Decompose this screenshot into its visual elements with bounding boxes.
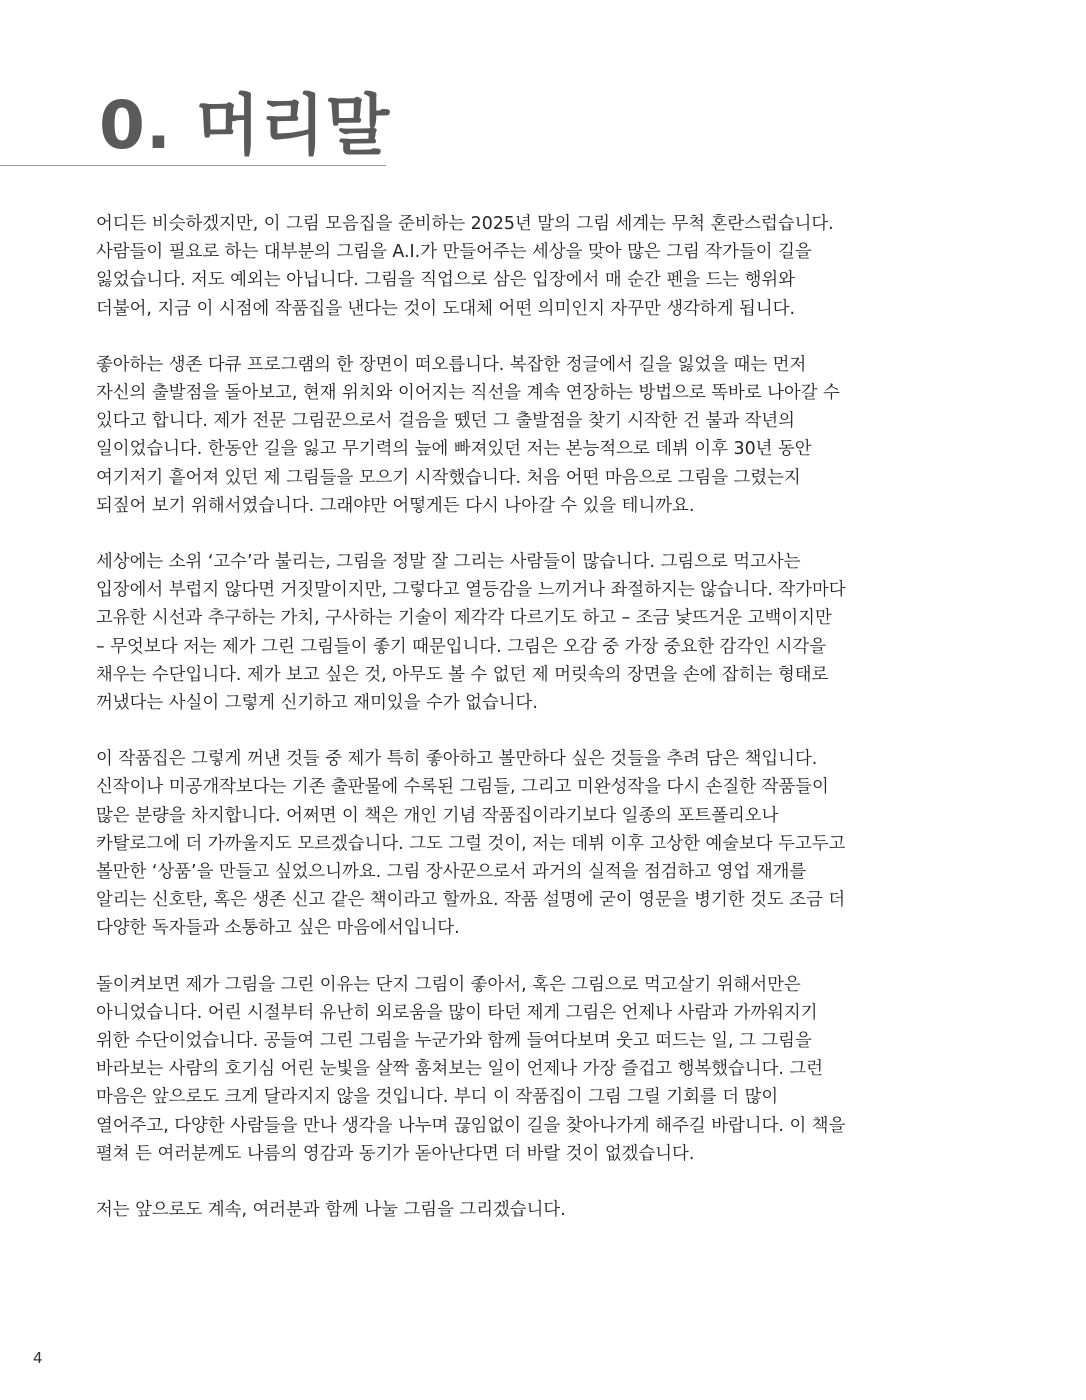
text-line: 펼쳐 든 여러분께도 나름의 영감과 동기가 돋아난다면 더 바랄 것이 없겠습니다.: [96, 1143, 695, 1164]
text-line: 되짚어 보기 위해서였습니다. 그래야만 어떻게든 다시 나아갈 수 있을 테니까요.: [96, 495, 695, 516]
paragraph-5: [96, 971, 896, 1168]
text-line: 카탈로그에 더 가까울지도 모르겠습니다. 그도 그럴 것이, 저는 데뷔 이후 고상한 예술보다 두고두고: [96, 833, 846, 854]
text-line: 아니었습니다. 어린 시절부터 유난히 외로움을 많이 타던 제게 그림은 언제나 사람과 가까워지기: [96, 1002, 818, 1023]
paragraph-2: [96, 351, 896, 520]
text-line: 꺼냈다는 사실이 그렇게 신기하고 재미있을 수가 없습니다.: [96, 693, 538, 714]
text-line: 열어주고, 다양한 사람들을 만나 생각을 나누며 끊임없이 길을 찾아나가게 해주길 바랍니다. 이 책을: [96, 1115, 846, 1136]
paragraph-1: [96, 210, 896, 323]
text-line: 어디든 비슷하겠지만, 이 그림 모음집을 준비하는 2025년 말의 그림 세계는 무척 혼란스럽습니다.: [96, 214, 834, 234]
text-line: 바라보는 사람의 호기심 어린 눈빛을 살짝 훔쳐보는 일이 언제나 가장 즐겁고 행복했습니다. 그런: [96, 1059, 824, 1080]
text-line: 더불어, 지금 이 시점에 작품집을 낸다는 것이 도대체 어떤 의미인지 자꾸만 생각하게 됩니다.: [96, 298, 795, 319]
text-line: 마음은 앞으로도 크게 달라지지 않을 것입니다. 부디 이 작품집이 그림 그릴 기회를 더 많이: [96, 1087, 779, 1108]
paragraph-3: [96, 548, 896, 717]
text-line: 좋아하는 생존 다큐 프로그램의 한 장면이 떠오릅니다. 복잡한 정글에서 길을 잃었을 때는 먼저: [96, 354, 807, 375]
text-line: 여기저기 흩어져 있던 제 그림들을 모으기 시작했습니다. 처음 어떤 마음으로 그림을 그렸는지: [96, 467, 801, 488]
text-line: 잃었습니다. 저도 예외는 아닙니다. 그림을 직업으로 삼은 입장에서 매 순간 펜을 드는 행위와: [96, 270, 795, 291]
text-line: 세상에는 소위 ‘고수’라 불리는, 그림을 정말 잘 그리는 사람들이 많습니다. 그림으로 먹고사는: [96, 552, 801, 573]
text-line: 고유한 시선과 추구하는 가치, 구사하는 기술이 제각각 다르기도 하고 – 조금 낯뜨거운 고백이지만: [96, 608, 832, 629]
heading-divider: [0, 165, 386, 166]
text-line: 돌이켜보면 제가 그림을 그린 이유는 단지 그림이 좋아서, 혹은 그림으로 먹고살기 위해서만은: [96, 974, 801, 995]
text-line: 일이었습니다. 한동안 길을 잃고 무기력의 늪에 빠져있던 저는 본능적으로 데뷔 이후 30년 동안: [96, 439, 812, 460]
text-line: 있다고 합니다. 제가 전문 그림꾼으로서 걸음을 뗐던 그 출발점을 찾기 시작한 건 불과 작년의: [96, 411, 795, 432]
text-line: – 무엇보다 저는 제가 그린 그림들이 좋기 때문입니다. 그림은 오감 중 가장 중요한 감각인 시각을: [96, 636, 826, 657]
text-line: 알리는 신호탄, 혹은 생존 신고 같은 책이라고 할까요. 작품 설명에 굳이 영문을 병기한 것도 조금 더: [96, 890, 846, 911]
text-line: 자신의 출발점을 돌아보고, 현재 위치와 이어지는 직선을 계속 연장하는 방법으로 똑바로 나아갈 수: [96, 383, 840, 404]
paragraph-4: [96, 745, 896, 942]
text-line: 사람들이 필요로 하는 대부분의 그림을 A.I.가 만들어주는 세상을 맞아 많은 그림 작가들이 길을: [96, 242, 812, 263]
text-line: 볼만한 ‘상품’을 만들고 싶었으니까요. 그림 장사꾼으로서 과거의 실적을 점검하고 영업 재개를: [96, 862, 807, 883]
text-line: 입장에서 부럽지 않다면 거짓말이지만, 그렇다고 열등감을 느끼거나 좌절하지는 않습니다. 작가마다: [96, 580, 846, 601]
text-line: 많은 분량을 차지합니다. 어쩌면 이 책은 개인 기념 작품집이라기보다 일종의 포트폴리오나: [96, 805, 779, 826]
body-text: [96, 210, 896, 1252]
text-line: 저는 앞으로도 계속, 여러분과 함께 나눌 그림을 그리겠습니다.: [96, 1200, 566, 1221]
text-line: 신작이나 미공개작보다는 기존 출판물에 수록된 그림들, 그리고 미완성작을 다시 손질한 작품들이: [96, 777, 829, 798]
text-line: 이 작품집은 그렇게 꺼낸 것들 중 제가 특히 좋아하고 볼만하다 싶은 것들을 추려 담은 책입니다.: [96, 749, 818, 770]
text-line: 채우는 수단입니다. 제가 보고 싶은 것, 아무도 볼 수 없던 제 머릿속의 장면을 손에 잡히는 형태로: [96, 664, 829, 685]
paragraph-6: [96, 1196, 896, 1224]
page-title: 0. 머리말: [99, 87, 391, 164]
text-line: 위한 수단이었습니다. 공들여 그린 그림을 누군가와 함께 들여다보며 웃고 떠드는 일, 그 그림을: [96, 1031, 812, 1052]
text-line: 다양한 독자들과 소통하고 싶은 마음에서입니다.: [96, 918, 460, 939]
page-number: 4: [33, 1349, 43, 1367]
